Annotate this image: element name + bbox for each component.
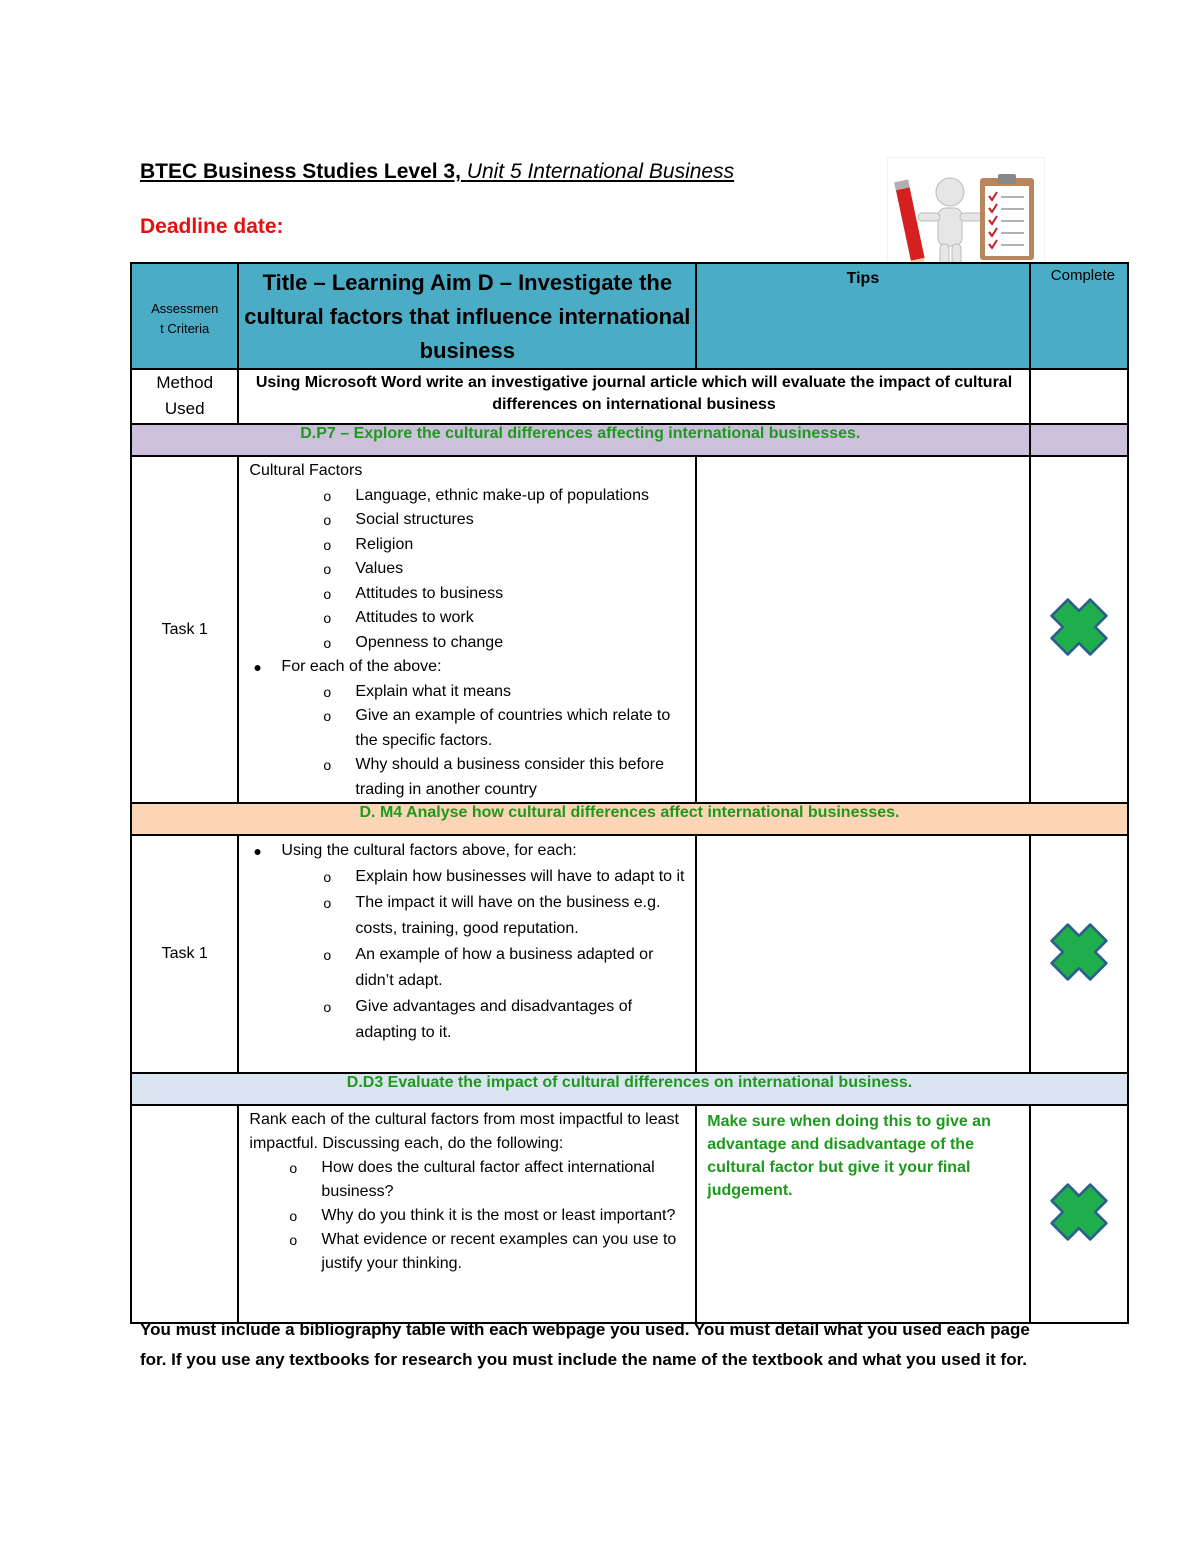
- list-item: o What evidence or recent examples can you use to justify your thinking.: [289, 1231, 677, 1272]
- task-body-d3: [238, 1105, 696, 1323]
- task-intro: Rank each of the cultural factors from most impactful to least impactful. Discussing each, do the following:: [249, 1111, 679, 1152]
- method-complete-cell: [1030, 369, 1128, 424]
- tips-header: Tips: [696, 263, 1029, 369]
- complete-cell-d3: [1030, 1105, 1128, 1323]
- list-item: o Language, ethnic make-up of populations: [323, 486, 649, 504]
- bullet-item: ● Using the cultural factors above, for each:: [253, 842, 577, 859]
- task-label: Task 1: [131, 835, 238, 1073]
- task-label: Task 1: [131, 456, 238, 803]
- task-row-m4: [131, 835, 1128, 1073]
- list-item: o Explain how businesses will have to adapt to it: [323, 868, 685, 885]
- section-heading-row: [131, 803, 1128, 835]
- method-text: Using Microsoft Word write an investigative journal article which will evaluate the impact of cultural differences on international business: [238, 369, 1029, 424]
- title-unit: Unit 5 International Business: [466, 160, 735, 183]
- task-label: [131, 1105, 238, 1323]
- green-cross-icon: [1046, 919, 1112, 985]
- task-intro: Cultural Factors: [249, 462, 363, 479]
- bullet-item: ● For each of the above:: [253, 658, 442, 675]
- list-item: o Social structures: [323, 511, 474, 528]
- complete-cell-m4: [1030, 835, 1128, 1073]
- list-item: o Give an example of countries which relate to the specific factors.: [323, 707, 671, 749]
- criteria-header: Assessmen t Criteria: [131, 263, 238, 369]
- title-main: BTEC Business Studies Level 3,: [140, 160, 461, 183]
- list-item: o Why should a business consider this before trading in another country: [323, 756, 665, 798]
- green-cross-icon: [1046, 1179, 1112, 1245]
- title-header: Title – Learning Aim D – Investigate the cultural factors that influence international business: [238, 263, 696, 369]
- method-row: [131, 369, 1128, 424]
- bibliography-note: You must include a bibliography table with each webpage you used. You must detail what you used each page for. If you use any textbooks for research you must include the name of the textbook and what you used it for.: [140, 1320, 1030, 1369]
- section-heading-row: [131, 1073, 1128, 1105]
- section-heading-p7: D.P7 – Explore the cultural differences affecting international businesses.: [131, 424, 1030, 456]
- section-heading-row: [131, 424, 1128, 456]
- complete-cell-p7: [1030, 456, 1128, 803]
- tips-cell-p7: [696, 456, 1029, 803]
- section-heading-m4: D. M4 Analyse how cultural differences affect international businesses.: [131, 803, 1128, 835]
- list-item: o How does the cultural factor affect international business?: [289, 1159, 655, 1200]
- tips-cell-d3: Make sure when doing this to give an advantage and disadvantage of the cultural factor but give it your final judgement.: [696, 1105, 1029, 1323]
- task-body-p7: [238, 456, 696, 803]
- complete-header: Complete: [1030, 263, 1128, 369]
- list-item: o An example of how a business adapted or didn’t adapt.: [323, 946, 654, 989]
- list-item: o Give advantages and disadvantages of adapting to it.: [323, 998, 633, 1041]
- tips-cell-m4: [696, 835, 1029, 1073]
- document-title: [140, 160, 734, 184]
- assessment-table: [130, 262, 1129, 1324]
- task-body-m4: [238, 835, 696, 1073]
- list-item: o Religion: [323, 535, 414, 553]
- deadline-label: Deadline date:: [140, 215, 284, 238]
- list-item: o Attitudes to business: [323, 584, 504, 602]
- task-row-p7: [131, 456, 1128, 803]
- green-cross-icon: [1046, 594, 1112, 660]
- task-row-d3: [131, 1105, 1128, 1323]
- method-label: Method Used: [131, 369, 238, 424]
- list-item: o Explain what it means: [323, 682, 512, 700]
- list-item: o Attitudes to work: [323, 609, 474, 626]
- list-item: o Why do you think it is the most or least important?: [289, 1207, 676, 1224]
- list-item: o Values: [323, 560, 404, 577]
- header-row: [131, 263, 1128, 369]
- list-item: o The impact it will have on the business e.g. costs, training, good reputation.: [323, 894, 661, 937]
- section-heading-d3: D.D3 Evaluate the impact of cultural differences on international business.: [131, 1073, 1128, 1105]
- list-item: o Openness to change: [323, 633, 504, 651]
- section-heading-spacer: [1030, 424, 1128, 456]
